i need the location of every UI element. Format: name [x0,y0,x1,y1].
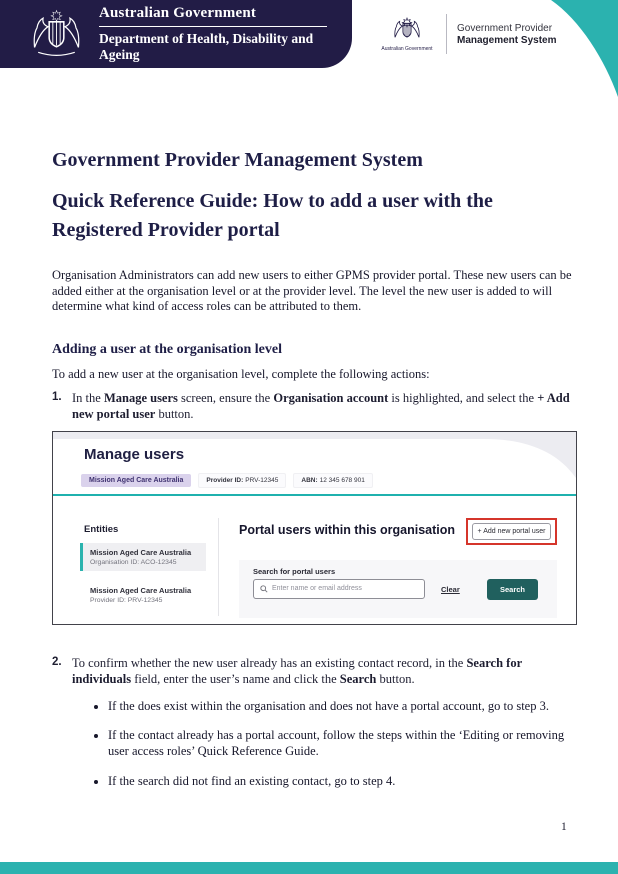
step-2-number: 2. [52,655,62,668]
doc-title: Government Provider Management System [52,149,423,171]
dept-logo-line2: Department of Health, Disability and Ageing [98,31,314,62]
step-2-bullet-list [52,698,577,789]
red-highlight-box [466,518,557,545]
abn-label: ABN: [301,476,318,484]
department-logo-block [0,0,352,68]
provider-id-label: Provider ID: [206,476,244,484]
entities-heading: Entities [84,523,119,535]
embedded-screenshot [52,431,577,625]
step-1-text: In the Manage users screen, ensure the Organisation account is highlighted, and select the + Add new portal user button. [72,390,570,422]
dept-logo-line1: Australian Government [98,5,257,21]
entity-item-provider[interactable] [83,581,209,609]
entity-sub: Organisation ID: ACO-12345 [90,558,177,566]
coat-of-arms-icon [26,8,87,60]
coat-of-arms-small-icon [390,16,424,44]
step-1 [52,390,577,423]
entity-sub: Provider ID: PRV-12345 [90,596,163,604]
provider-id-chip [198,473,286,488]
provider-id-value: PRV-12345 [245,476,279,484]
screenshot-gray-corner-accent [484,432,576,478]
document-body [0,148,618,789]
gpms-crest-caption: Australian Government [381,46,433,52]
bullet-item: • If the does exist within the organisation and does not have a portal account, go to step 3. [108,698,577,714]
step-2 [52,655,577,688]
entity-item-organisation[interactable] [80,543,206,571]
gpms-logo-block [378,14,556,54]
search-panel [239,560,557,618]
teal-corner-accent [538,0,618,100]
section-heading: Adding a user at the organisation level [52,341,282,357]
clear-link[interactable]: Clear [441,584,460,594]
step-2-text: To confirm whether the new user already has an existing contact record, in the Search for individuals field, enter the user’s name and click the Search button. [72,655,522,687]
step-1-number: 1. [52,390,62,403]
entity-name: Mission Aged Care Australia [90,585,192,595]
bullet-item: • If the contact already has a portal account, follow the steps within the ‘Editing or removing user access roles’ Quick Reference Guide. [108,727,577,760]
page-number: 1 [561,821,567,833]
doc-subtitle: Quick Reference Guide: How to add a user with the Registered Provider portal [52,190,493,241]
organisation-badge-row [81,473,373,488]
gpms-logo-line1: Government Provider [457,22,553,34]
footer-teal-bar [0,862,618,874]
bullet-item: • If the search did not find an existing contact, go to step 4. [108,773,577,789]
doc-intro-paragraph: Organisation Administrators can add new users to either GPMS provider portal. These new users can be added either at the organisation level or at the provider level. The level the new user is added to will determine what kind of access roles can be attributed to them. [52,268,572,314]
page-header [0,0,618,100]
portal-users-heading: Portal users within this organisation [239,522,456,537]
portal-user-search-input[interactable] [253,579,425,599]
abn-chip [293,473,372,488]
dept-logo-divider [99,26,327,27]
add-new-portal-user-button[interactable]: + Add new portal user [472,523,552,540]
teal-divider-line [53,494,576,496]
search-placeholder: Enter name or email address [272,585,362,593]
gpms-logo-line2: Management System [457,34,557,46]
section-intro: To add a new user at the organisation level, complete the following actions: [52,366,430,381]
search-button[interactable]: Search [487,579,538,600]
search-icon [260,585,268,593]
manage-users-title: Manage users [84,445,185,463]
organisation-badge: Mission Aged Care Australia [81,474,191,487]
entity-name: Mission Aged Care Australia [90,547,192,557]
search-for-portal-users-label: Search for portal users [253,566,336,576]
vertical-divider [218,518,219,616]
gpms-logo-divider [446,14,447,54]
abn-value: 12 345 678 901 [319,476,365,484]
